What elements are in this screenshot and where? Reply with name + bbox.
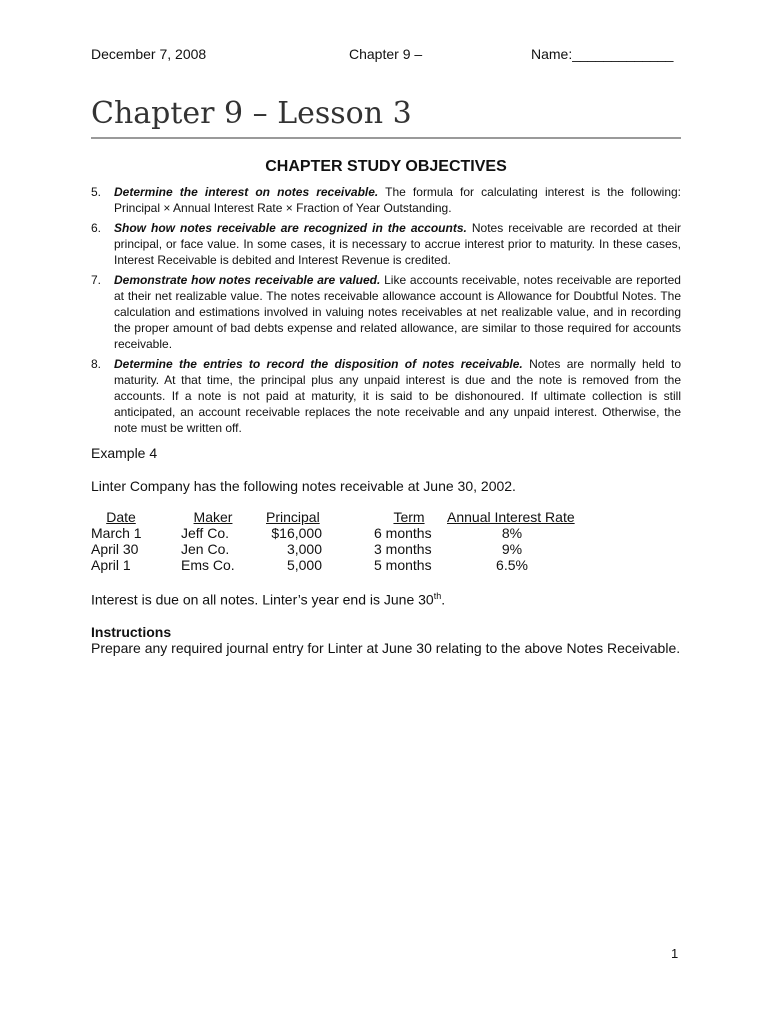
- interest-note-superscript: th: [433, 591, 442, 601]
- header-name-field: Name:_____________: [531, 46, 674, 62]
- page-number: 1: [671, 946, 679, 961]
- instructions-heading: Instructions: [91, 624, 172, 640]
- objective-item: [91, 184, 681, 216]
- objective-item: [91, 220, 681, 268]
- cell-rate: 8%: [501, 525, 523, 541]
- column-header-maker: Maker: [193, 509, 233, 525]
- column-header-rate: Annual Interest Rate: [447, 509, 575, 525]
- objective-item: [91, 356, 681, 436]
- page-title: Chapter 9 – Lesson 3: [91, 96, 412, 131]
- objective-lead: Show how notes receivable are recognized in the accounts.: [114, 221, 467, 235]
- column-header-term: Term: [393, 509, 425, 525]
- objective-lead: Determine the entries to record the disposition of notes receivable.: [114, 357, 523, 371]
- title-divider: [91, 137, 681, 139]
- cell-principal: $16,000: [271, 525, 322, 541]
- objective-text: Like accounts receivable, notes receivable are reported at their net realizable value. The notes receivable allowance account is Allowance for Doubtful Notes. The calculation and estimations involved in valuing notes receivables at net realizable value, and in recording the proper amount of bad debts expense and related allowance, are similar to those required for accounts receivable.: [114, 273, 681, 351]
- objective-number: 7.: [91, 273, 102, 287]
- interest-note: [91, 591, 445, 608]
- cell-maker: Jen Co.: [181, 541, 230, 557]
- cell-maker: Ems Co.: [181, 557, 235, 573]
- column-header-principal: Principal: [266, 509, 320, 525]
- cell-term: 6 months: [374, 525, 432, 541]
- objective-number: 8.: [91, 357, 102, 371]
- cell-term: 5 months: [374, 557, 432, 573]
- objective-number: 5.: [91, 185, 102, 199]
- header-chapter: Chapter 9 –: [349, 46, 423, 62]
- objectives-heading: CHAPTER STUDY OBJECTIVES: [265, 158, 507, 175]
- cell-maker: Jeff Co.: [181, 525, 229, 541]
- cell-date: March 1: [91, 525, 142, 541]
- cell-term: 3 months: [374, 541, 432, 557]
- cell-date: April 1: [91, 557, 131, 573]
- objective-text: Notes receivable are recorded at their principal, or face value. In some cases, it is necessary to accrue interest prior to maturity. In these cases, Interest Receivable is debited and Interest Revenue is credited.: [114, 221, 682, 267]
- cell-rate: 9%: [501, 541, 523, 557]
- cell-rate: 6.5%: [496, 557, 528, 573]
- interest-note-text: Interest is due on all notes. Linter’s year end is June 30: [91, 591, 434, 608]
- cell-principal: 3,000: [286, 541, 322, 557]
- header-date: December 7, 2008: [91, 46, 207, 62]
- objective-lead: Demonstrate how notes receivable are valued.: [114, 273, 381, 287]
- cell-principal: 5,000: [286, 557, 322, 573]
- page-header: [91, 46, 681, 66]
- interest-note-end: .: [441, 591, 446, 608]
- objectives-list: [91, 184, 681, 440]
- cell-date: April 30: [91, 541, 139, 557]
- instructions-text: Prepare any required journal entry for Linter at June 30 relating to the above Notes Receivable.: [91, 640, 681, 656]
- example-label: Example 4: [91, 445, 158, 461]
- objective-text: Notes are normally held to maturity. At that time, the principal plus any unpaid interest is due and the note is removed from the accounts. If a note is not paid at maturity, it is said to be dishonoured. If ultimate collection is still anticipated, an account receivable replaces the note receivable and any unpaid interest. Otherwise, the note must be written off.: [114, 357, 682, 435]
- objective-text: The formula for calculating interest is the following: Principal × Annual Interest Rate × Fraction of Year Outstanding.: [114, 185, 681, 215]
- column-header-date: Date: [106, 509, 136, 525]
- objective-lead: Determine the interest on notes receivable.: [114, 185, 379, 199]
- example-intro: Linter Company has the following notes receivable at June 30, 2002.: [91, 478, 516, 494]
- objective-number: 6.: [91, 221, 102, 235]
- objective-item: [91, 272, 681, 352]
